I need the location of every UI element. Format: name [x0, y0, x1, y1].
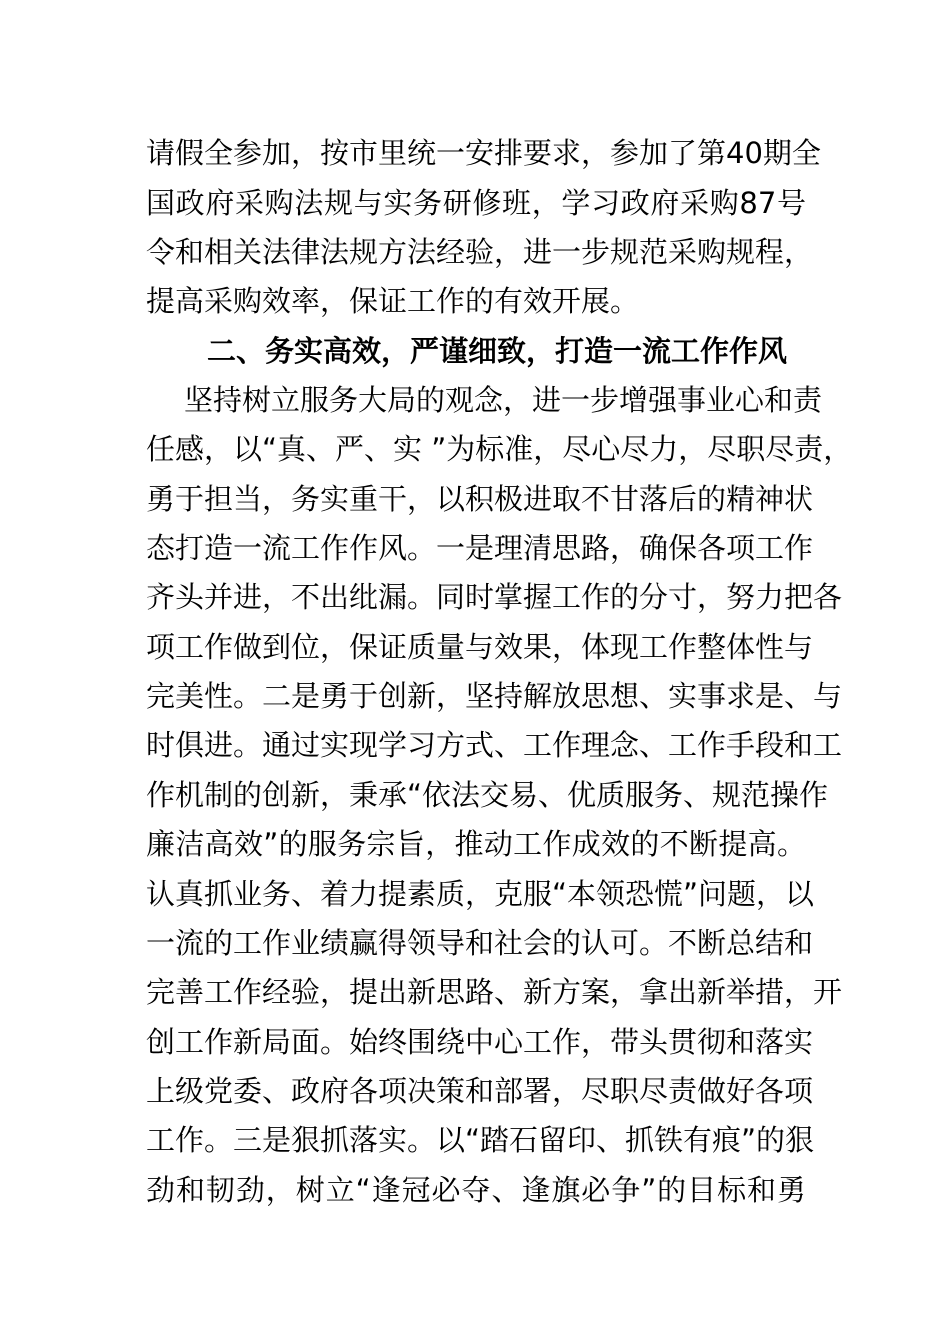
paragraph-2-line-7: 完美性。二是勇于创新，坚持解放思想、实事求是、与 [146, 679, 843, 713]
paragraph-2-line-13: 完善工作经验，提出新思路、新方案，拿出新举措，开 [146, 975, 843, 1009]
paragraph-2-line-15: 上级党委、政府各项决策和部署，尽职尽责做好各项 [146, 1074, 814, 1108]
paragraph-2-line-6: 项工作做到位，保证质量与效果，体现工作整体性与 [146, 630, 814, 664]
paragraph-1-line-3: 令和相关法律法规方法经验，进一步规范采购规程， [146, 235, 814, 269]
paragraph-2-line-11: 认真抓业务、着力提素质，克服“本领恐慌”问题，以 [146, 877, 815, 911]
paragraph-2-line-17: 劲和韧劲，树立“逢冠必夺、逢旗必争”的目标和勇 [146, 1173, 806, 1207]
paragraph-2-line-12: 一流的工作业绩赢得领导和社会的认可。不断总结和 [146, 926, 814, 960]
paragraph-1-line-1: 请假全参加，按市里统一安排要求，参加了第40期全 [146, 136, 821, 170]
paragraph-2-line-14: 创工作新局面。始终围绕中心工作，带头贯彻和落实 [146, 1025, 814, 1059]
paragraph-2-line-3: 勇于担当，务实重干，以积极进取不甘落后的精神状 [146, 482, 814, 516]
paragraph-1-line-2: 国政府采购法规与实务研修班，学习政府采购87号 [146, 186, 806, 220]
paragraph-2-line-2: 任感，以“真、严、实 ”为标准，尽心尽力，尽职尽责， [146, 432, 853, 466]
section-heading: 二、务实高效，严谨细致，打造一流工作作风 [207, 334, 788, 368]
paragraph-2-line-8: 时俱进。通过实现学习方式、工作理念、工作手段和工 [146, 728, 843, 762]
paragraph-2-line-9: 作机制的创新，秉承“依法交易、优质服务、规范操作 [146, 778, 829, 812]
paragraph-2-line-10: 廉洁高效”的服务宗旨，推动工作成效的不断提高。 [146, 827, 806, 861]
paragraph-1-line-4: 提高采购效率，保证工作的有效开展。 [146, 284, 640, 318]
paragraph-2-line-16: 工作。三是狠抓落实。以“踏石留印、抓铁有痕”的狠 [146, 1123, 815, 1157]
paragraph-2-line-5: 齐头并进，不出纰漏。同时掌握工作的分寸，努力把各 [146, 580, 843, 614]
paragraph-2-line-4: 态打造一流工作作风。一是理清思路，确保各项工作 [146, 531, 814, 565]
paragraph-2-line-1: 坚持树立服务大局的观念，进一步增强事业心和责 [184, 383, 823, 417]
